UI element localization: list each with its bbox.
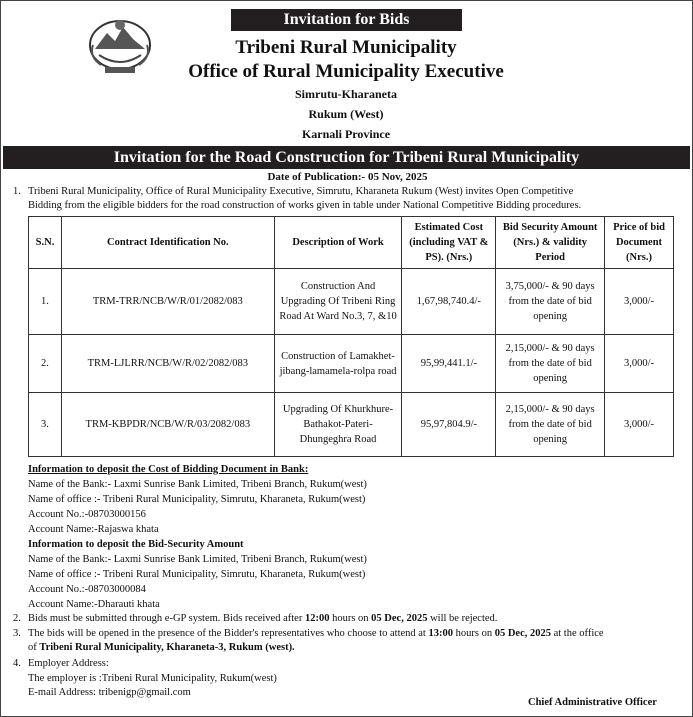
cell-contract-id: TRM-KBPDR/NCB/W/R/03/2082/083 bbox=[61, 393, 274, 457]
cell-sn: 1. bbox=[29, 269, 62, 335]
header-bid-security: Bid Security Amount (Nrs.) & validity Period bbox=[496, 217, 605, 269]
employer-line: The employer is :Tribeni Rural Municipality, Rukum(west) bbox=[28, 672, 277, 684]
header-contract-id: Contract Identification No. bbox=[61, 217, 274, 269]
deposit-cost-section bbox=[28, 462, 367, 612]
deposit-cost-bank: Name of the Bank:- Laxmi Sunrise Bank Limited, Tribeni Branch, Rukum(west) bbox=[28, 479, 367, 490]
cell-description: Upgrading Of Khurkhure-Bathakot-Pateri-Dhungeghra Road bbox=[274, 393, 402, 457]
intro-line-2: Bidding from the eligible bidders for the road construction of works given in table under National Competitive Bidding procedures. bbox=[28, 200, 582, 211]
deposit-cost-office: Name of office :- Tribeni Rural Municipality, Simrutu, Kharaneta, Rukum(west) bbox=[28, 494, 366, 505]
item-2-text-e: will be rejected. bbox=[427, 613, 498, 624]
item-3-time: 13:00 bbox=[428, 628, 453, 639]
item-3-line-2 bbox=[28, 641, 688, 655]
table-row bbox=[29, 335, 674, 393]
cell-estimated-cost: 95,99,441.1/- bbox=[402, 335, 496, 393]
cell-estimated-cost: 1,67,98,740.4/- bbox=[402, 269, 496, 335]
item-3-date: 05 Dec, 2025 bbox=[494, 628, 551, 639]
main-banner: Invitation for the Road Construction for Tribeni Rural Municipality bbox=[3, 146, 690, 169]
item-2 bbox=[13, 612, 688, 626]
employer-address-heading: Employer Address: bbox=[28, 658, 109, 669]
cell-price: 3,000/- bbox=[605, 269, 674, 335]
deposit-security-account-no: Account No.:-08703000084 bbox=[28, 584, 146, 595]
header-sn: S.N. bbox=[29, 217, 62, 269]
deposit-security-bank: Name of the Bank:- Laxmi Sunrise Bank Limited, Tribeni Branch, Rukum(west) bbox=[28, 554, 367, 565]
address-line-1: Simrutu-Kharaneta bbox=[295, 87, 397, 101]
item-3-number: 3. bbox=[13, 628, 21, 639]
header-description: Description of Work bbox=[274, 217, 402, 269]
item-2-text-c: hours on bbox=[329, 613, 372, 624]
item-2-date: 05 Dec, 2025 bbox=[371, 613, 428, 624]
deposit-security-heading: Information to deposit the Bid-Security Amount bbox=[28, 539, 244, 550]
deposit-security-account-name: Account Name:-Dharauti khata bbox=[28, 599, 160, 610]
header-estimated-cost: Estimated Cost (including VAT & PS). (Nrs.) bbox=[402, 217, 496, 269]
contracts-table bbox=[28, 216, 674, 457]
deposit-cost-heading: Information to deposit the Cost of Bidding Document in Bank: bbox=[28, 464, 309, 475]
cell-contract-id: TRM-LJLRR/NCB/W/R/02/2082/083 bbox=[61, 335, 274, 393]
item-4 bbox=[13, 657, 688, 701]
cell-description: Construction of Lamakhet-jibang-lamamela-rolpa road bbox=[274, 335, 402, 393]
intro-line-1: Tribeni Rural Municipality, Office of Rural Municipality Executive, Simrutu, Kharaneta Rukum (West) invites Open Competitive bbox=[28, 186, 574, 197]
cell-description: Construction And Upgrading Of Tribeni Ring Road At Ward No.3, 7, &10 bbox=[274, 269, 402, 335]
deposit-cost-account-no: Account No.:-08703000156 bbox=[28, 509, 146, 520]
item-2-text-a: Bids must be submitted through e-GP system. Bids received after bbox=[28, 613, 305, 624]
municipality-name: Tribeni Rural Municipality bbox=[235, 37, 457, 58]
cell-bid-security: 2,15,000/- & 90 days from the date of bid opening bbox=[496, 335, 605, 393]
cell-bid-security: 2,15,000/- & 90 days from the date of bid opening bbox=[496, 393, 605, 457]
cell-sn: 3. bbox=[29, 393, 62, 457]
cell-bid-security: 3,75,000/- & 90 days from the date of bid opening bbox=[496, 269, 605, 335]
top-banner: Invitation for Bids bbox=[231, 9, 462, 31]
table-row bbox=[29, 269, 674, 335]
signature: Chief Administrative Officer bbox=[528, 697, 657, 708]
item-4-number: 4. bbox=[13, 658, 21, 669]
cell-contract-id: TRM-TRR/NCB/W/R/01/2082/083 bbox=[61, 269, 274, 335]
header-price: Price of bid Document (Nrs.) bbox=[605, 217, 674, 269]
intro-paragraph bbox=[13, 185, 688, 213]
cell-price: 3,000/- bbox=[605, 393, 674, 457]
table-row bbox=[29, 393, 674, 457]
municipality-emblem-icon bbox=[85, 15, 155, 79]
item-2-text bbox=[28, 612, 688, 626]
item-3-text-a: The bids will be opened in the presence of the Bidder's representatives who choose to attend at bbox=[28, 628, 429, 639]
office-name: Office of Rural Municipality Executive bbox=[188, 61, 504, 82]
cell-price: 3,000/- bbox=[605, 335, 674, 393]
item-3-text-c: hours on bbox=[452, 628, 495, 639]
cell-sn: 2. bbox=[29, 335, 62, 393]
item-2-number: 2. bbox=[13, 613, 21, 624]
item-3 bbox=[13, 627, 688, 655]
address-line-3: Karnali Province bbox=[301, 127, 391, 141]
item-3-text-e: at the office bbox=[550, 628, 604, 639]
table-header-row bbox=[29, 217, 674, 269]
address-line-2: Rukum (West) bbox=[308, 107, 384, 121]
item-3-text-f: of bbox=[28, 642, 40, 653]
item-3-line-1 bbox=[28, 627, 688, 641]
cell-estimated-cost: 95,97,804.9/- bbox=[402, 393, 496, 457]
deposit-cost-account-name: Account Name:-Rajaswa khata bbox=[28, 524, 159, 535]
item-2-time: 12:00 bbox=[304, 613, 330, 624]
employer-email: E-mail Address: tribenigp@gmail.com bbox=[28, 687, 191, 698]
item-3-venue: Tribeni Rural Municipality, Kharaneta-3, Rukum (west). bbox=[39, 642, 295, 653]
deposit-security-office: Name of office :- Tribeni Rural Municipality, Simrutu, Kharaneta, Rukum(west) bbox=[28, 569, 366, 580]
publication-date: Date of Publication:- 05 Nov, 2025 bbox=[267, 171, 428, 183]
intro-number: 1. bbox=[13, 186, 21, 197]
